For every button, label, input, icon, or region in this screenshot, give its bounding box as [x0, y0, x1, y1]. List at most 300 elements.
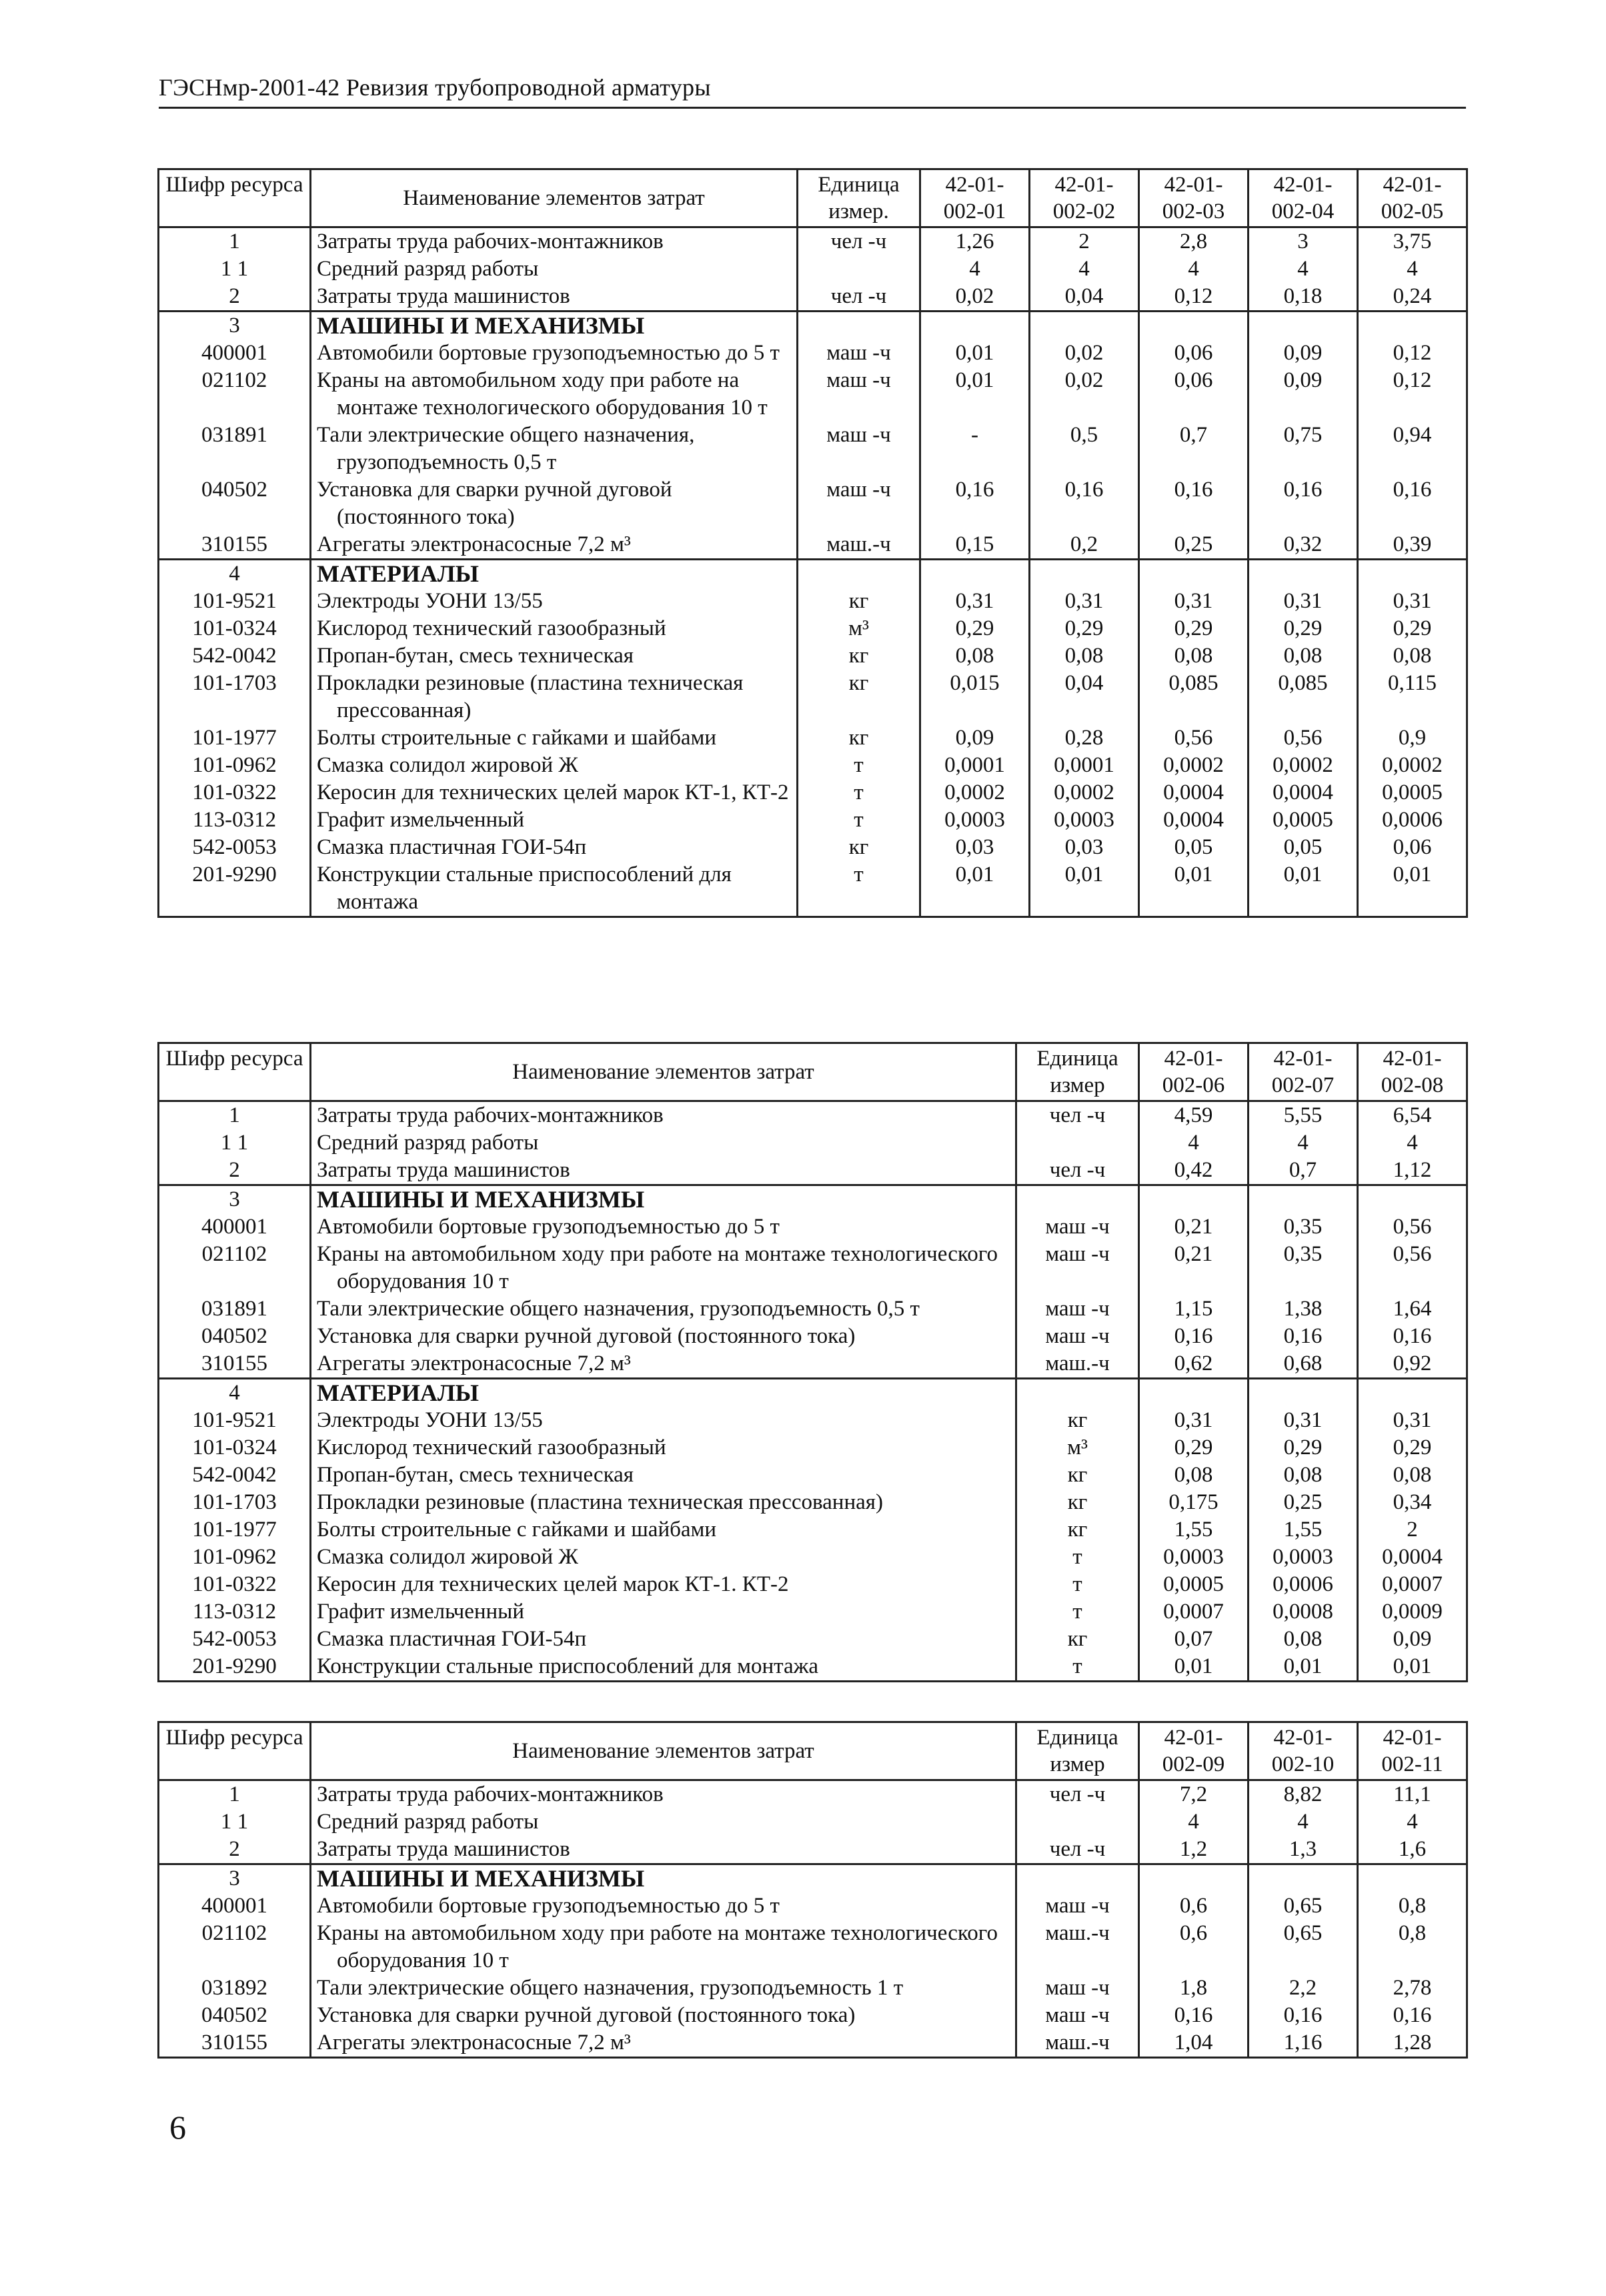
norm-value: 0,31 — [1030, 588, 1139, 615]
norm-value: 0,01 — [1139, 861, 1249, 917]
table-row — [159, 670, 1467, 724]
cost-element-label: Смазка солидол жировой Ж — [317, 753, 578, 777]
resource-code: 310155 — [159, 531, 311, 560]
norm-value — [1358, 1185, 1467, 1214]
resource-code: 101-0322 — [159, 1571, 311, 1598]
norm-value: 0,06 — [1358, 834, 1467, 861]
norm-value: 0,115 — [1358, 670, 1467, 724]
header-code: Шифр ресурса — [159, 1043, 311, 1101]
table-row — [159, 1864, 1467, 1893]
cost-element-name — [311, 283, 798, 312]
table-row — [159, 1571, 1467, 1598]
norm-value — [1358, 560, 1467, 588]
norm-value: 0,16 — [1358, 476, 1467, 531]
unit-of-measure: м³ — [798, 615, 920, 642]
norm-value: 5,55 — [1249, 1101, 1358, 1130]
cost-element-name — [311, 2029, 1016, 2058]
norm-value: 0,0007 — [1139, 1598, 1249, 1626]
unit-of-measure: маш -ч — [798, 422, 920, 476]
norm-value: 0,35 — [1249, 1213, 1358, 1241]
cost-element-name — [311, 1653, 1016, 1682]
norm-value: 0,0003 — [1139, 1544, 1249, 1571]
table-row — [159, 834, 1467, 861]
norm-value — [920, 312, 1030, 340]
cost-element-name — [311, 255, 798, 283]
table-row — [159, 1129, 1467, 1157]
cost-element-label: Тали электрические общего назначения, грузоподъемность 0,5 т — [317, 423, 695, 474]
table-row — [159, 588, 1467, 615]
cost-element-label: Затраты труда рабочих-монтажников — [317, 229, 664, 253]
resource-code: 040502 — [159, 476, 311, 531]
table-row — [159, 1323, 1467, 1350]
cost-element-name — [311, 1836, 1016, 1864]
norm-value: 0,16 — [1358, 1323, 1467, 1350]
norm-value: 0,16 — [1358, 2002, 1467, 2029]
table-row — [159, 1462, 1467, 1489]
unit-of-measure: кг — [798, 670, 920, 724]
norm-value: 0,03 — [1030, 834, 1139, 861]
cost-element-name — [311, 1379, 1016, 1407]
table-row — [159, 642, 1467, 670]
resource-code: 201-9290 — [159, 1653, 311, 1682]
norm-value: 0,16 — [1030, 476, 1139, 531]
norm-value: 1,55 — [1249, 1516, 1358, 1544]
cost-element-label: Керосин для технических целей марок КТ-1, КТ-2 — [317, 780, 789, 804]
resource-code: 400001 — [159, 1213, 311, 1241]
norm-value: 8,82 — [1249, 1780, 1358, 1809]
norm-value: 0,0004 — [1249, 779, 1358, 806]
cost-element-name — [311, 779, 798, 806]
unit-of-measure — [798, 560, 920, 588]
norm-value: 4,59 — [1139, 1101, 1249, 1130]
cost-element-label: Установка для сварки ручной дуговой (постоянного тока) — [317, 1324, 856, 1348]
cost-element-label: МАТЕРИАЛЫ — [317, 560, 479, 587]
cost-element-name — [311, 861, 798, 917]
table-row — [159, 2002, 1467, 2029]
cost-element-label: Затраты труда рабочих-монтажников — [317, 1782, 664, 1806]
norm-value — [1139, 560, 1249, 588]
cost-element-label: Агрегаты электронасосные 7,2 м³ — [317, 532, 631, 556]
cost-element-label: Графит измельченный — [317, 1600, 525, 1624]
norm-value: 0,04 — [1030, 283, 1139, 312]
resource-code: 1 1 — [159, 1129, 311, 1157]
cost-element-label: Средний разряд работы — [317, 1810, 539, 1834]
table-row — [159, 367, 1467, 422]
unit-of-measure: т — [1016, 1653, 1139, 1682]
norm-value: - — [920, 422, 1030, 476]
norm-value: 0,12 — [1358, 340, 1467, 367]
unit-of-measure: маш -ч — [1016, 1892, 1139, 1920]
norm-value: 0,085 — [1139, 670, 1249, 724]
norm-value: 2,8 — [1139, 227, 1249, 256]
norm-value: 0,29 — [1358, 1434, 1467, 1462]
table-row — [159, 1407, 1467, 1434]
norm-value: 0,16 — [920, 476, 1030, 531]
cost-element-label: Краны на автомобильном ходу при работе на монтаже технологического оборудования 10 т — [317, 1921, 998, 1972]
table-row — [159, 2029, 1467, 2058]
unit-of-measure: кг — [1016, 1407, 1139, 1434]
table-row — [159, 1892, 1467, 1920]
cost-element-label: Затраты труда машинистов — [317, 284, 570, 308]
norm-value: 1,3 — [1249, 1836, 1358, 1864]
norm-value: 1,2 — [1139, 1836, 1249, 1864]
unit-of-measure — [798, 312, 920, 340]
cost-element-name — [311, 670, 798, 724]
norm-value: 0,42 — [1139, 1157, 1249, 1185]
unit-of-measure: маш -ч — [1016, 1974, 1139, 2002]
table-row — [159, 615, 1467, 642]
norm-value: 0,0003 — [1030, 806, 1139, 834]
resource-code: 031891 — [159, 1295, 311, 1323]
norm-value: 0,7 — [1249, 1157, 1358, 1185]
norm-value: 0,62 — [1139, 1350, 1249, 1379]
resource-code: 400001 — [159, 1892, 311, 1920]
norm-value — [1358, 1379, 1467, 1407]
norm-value: 0,29 — [1249, 615, 1358, 642]
norm-value: 0,01 — [1358, 1653, 1467, 1682]
resource-code: 101-9521 — [159, 1407, 311, 1434]
header-name: Наименование элементов затрат — [311, 169, 798, 227]
norm-value: 0,8 — [1358, 1920, 1467, 1974]
norm-value: 0,08 — [1249, 1626, 1358, 1653]
resource-code: 2 — [159, 1157, 311, 1185]
norm-value: 0,0004 — [1358, 1544, 1467, 1571]
norm-value — [920, 560, 1030, 588]
cost-element-name — [311, 1626, 1016, 1653]
norm-value: 0,0003 — [1249, 1544, 1358, 1571]
cost-element-name — [311, 1407, 1016, 1434]
norm-value: 0,12 — [1139, 283, 1249, 312]
cost-element-name — [311, 834, 798, 861]
norm-value — [1358, 312, 1467, 340]
cost-element-label: МАТЕРИАЛЫ — [317, 1379, 479, 1406]
resource-code: 101-9521 — [159, 588, 311, 615]
norm-value: 0,68 — [1249, 1350, 1358, 1379]
norm-value: 0,92 — [1358, 1350, 1467, 1379]
cost-element-name — [311, 1129, 1016, 1157]
table-row — [159, 1920, 1467, 1974]
header-column-code: 42-01-002-02 — [1030, 169, 1139, 227]
resource-table-1 — [157, 168, 1468, 918]
cost-element-name — [311, 1323, 1016, 1350]
norm-value: 4 — [1358, 255, 1467, 283]
cost-element-label: Автомобили бортовые грузоподъемностью до 5 т — [317, 1215, 780, 1239]
norm-value: 0,31 — [1249, 1407, 1358, 1434]
table-row — [159, 340, 1467, 367]
norm-value: 1,8 — [1139, 1974, 1249, 2002]
norm-value: 1,38 — [1249, 1295, 1358, 1323]
norm-value: 0,09 — [1249, 367, 1358, 422]
norm-value: 0,05 — [1139, 834, 1249, 861]
norm-value: 0,09 — [1358, 1626, 1467, 1653]
unit-of-measure: маш.-ч — [1016, 1920, 1139, 1974]
resource-code: 101-1703 — [159, 670, 311, 724]
norm-value: 2 — [1358, 1516, 1467, 1544]
cost-element-name — [311, 752, 798, 779]
norm-value: 0,02 — [1030, 367, 1139, 422]
table-row — [159, 1295, 1467, 1323]
unit-of-measure: кг — [1016, 1489, 1139, 1516]
resource-code: 542-0042 — [159, 1462, 311, 1489]
cost-element-name — [311, 2002, 1016, 2029]
cost-element-label: Краны на автомобильном ходу при работе на монтаже технологического оборудования 10 т — [317, 368, 768, 420]
cost-element-name — [311, 1185, 1016, 1214]
norm-value: 0,01 — [1139, 1653, 1249, 1682]
table-row — [159, 531, 1467, 560]
table-row — [159, 476, 1467, 531]
unit-of-measure: т — [1016, 1544, 1139, 1571]
norm-value: 0,15 — [920, 531, 1030, 560]
unit-of-measure — [1016, 1379, 1139, 1407]
table-row — [159, 1544, 1467, 1571]
norm-value: 0,56 — [1358, 1213, 1467, 1241]
cost-element-name — [311, 1434, 1016, 1462]
norm-value: 4 — [1139, 255, 1249, 283]
norm-value: 0,31 — [1358, 588, 1467, 615]
resource-code: 101-1977 — [159, 724, 311, 752]
norm-value: 0,015 — [920, 670, 1030, 724]
resource-code: 201-9290 — [159, 861, 311, 917]
cost-element-label: Смазка солидол жировой Ж — [317, 1545, 578, 1569]
norm-value: 0,02 — [1030, 340, 1139, 367]
norm-value: 4 — [1030, 255, 1139, 283]
unit-of-measure: кг — [1016, 1516, 1139, 1544]
header-unit: Единица измер — [1016, 1722, 1139, 1780]
norm-value: 4 — [1139, 1808, 1249, 1836]
norm-value: 0,16 — [1249, 476, 1358, 531]
norm-value: 0,01 — [1249, 861, 1358, 917]
norm-value: 0,34 — [1358, 1489, 1467, 1516]
unit-of-measure: кг — [798, 834, 920, 861]
norm-value: 0,08 — [920, 642, 1030, 670]
cost-element-label: Агрегаты электронасосные 7,2 м³ — [317, 2031, 631, 2055]
cost-element-label: Установка для сварки ручной дуговой (постоянного тока) — [317, 478, 672, 529]
cost-element-label: Конструкции стальные приспособлений для монтажа — [317, 863, 732, 914]
unit-of-measure: маш -ч — [1016, 2002, 1139, 2029]
norm-value: 7,2 — [1139, 1780, 1249, 1809]
cost-element-label: Агрегаты электронасосные 7,2 м³ — [317, 1351, 631, 1375]
table-row — [159, 806, 1467, 834]
cost-element-name — [311, 1544, 1016, 1571]
norm-value: 0,09 — [1249, 340, 1358, 367]
norm-value: 0,0009 — [1358, 1598, 1467, 1626]
norm-value: 0,29 — [1249, 1434, 1358, 1462]
norm-value: 2 — [1030, 227, 1139, 256]
norm-value: 0,01 — [920, 861, 1030, 917]
norm-value: 0,08 — [1249, 642, 1358, 670]
unit-of-measure: маш.-ч — [798, 531, 920, 560]
resource-code: 021102 — [159, 1920, 311, 1974]
cost-element-label: Прокладки резиновые (пластина техническая прессованная) — [317, 1490, 883, 1514]
norm-value: 0,29 — [1030, 615, 1139, 642]
cost-element-label: Пропан-бутан, смесь техническая — [317, 644, 634, 668]
unit-of-measure: т — [798, 861, 920, 917]
unit-of-measure: маш -ч — [798, 367, 920, 422]
norm-value: 0,085 — [1249, 670, 1358, 724]
cost-element-name — [311, 1462, 1016, 1489]
cost-element-name — [311, 1295, 1016, 1323]
resource-code: 101-0322 — [159, 779, 311, 806]
norm-value: 4 — [1249, 255, 1358, 283]
header-column-code: 42-01-002-08 — [1358, 1043, 1467, 1101]
unit-of-measure: маш.-ч — [1016, 1350, 1139, 1379]
resource-code: 1 — [159, 1780, 311, 1809]
norm-value: 0,08 — [1030, 642, 1139, 670]
unit-of-measure: чел -ч — [1016, 1101, 1139, 1130]
norm-value: 4 — [920, 255, 1030, 283]
norm-value: 0,0008 — [1249, 1598, 1358, 1626]
norm-value: 0,75 — [1249, 422, 1358, 476]
norm-value: 0,0001 — [920, 752, 1030, 779]
norm-value: 1,16 — [1249, 2029, 1358, 2058]
norm-value: 0,65 — [1249, 1920, 1358, 1974]
unit-of-measure: чел -ч — [1016, 1836, 1139, 1864]
norm-value: 0,08 — [1249, 1462, 1358, 1489]
norm-value: 0,31 — [1249, 588, 1358, 615]
table-header-row — [159, 1043, 1467, 1101]
norm-value — [1249, 1379, 1358, 1407]
table-row — [159, 724, 1467, 752]
header-name: Наименование элементов затрат — [311, 1043, 1016, 1101]
cost-element-label: Затраты труда рабочих-монтажников — [317, 1103, 664, 1127]
resource-code: 021102 — [159, 367, 311, 422]
norm-value: 0,0006 — [1358, 806, 1467, 834]
norm-value: 0,0005 — [1249, 806, 1358, 834]
cost-element-name — [311, 1489, 1016, 1516]
table-row — [159, 1974, 1467, 2002]
table-header-row — [159, 1722, 1467, 1780]
norm-value: 3 — [1249, 227, 1358, 256]
norm-value: 0,2 — [1030, 531, 1139, 560]
resource-code: 4 — [159, 560, 311, 588]
norm-value: 0,175 — [1139, 1489, 1249, 1516]
norm-value: 4 — [1358, 1129, 1467, 1157]
cost-element-name — [311, 1864, 1016, 1893]
cost-element-label: Краны на автомобильном ходу при работе на монтаже технологического оборудования 10 т — [317, 1242, 998, 1293]
cost-element-label: Графит измельченный — [317, 808, 525, 832]
norm-value: 6,54 — [1358, 1101, 1467, 1130]
norm-value: 1,04 — [1139, 2029, 1249, 2058]
table-row — [159, 1836, 1467, 1864]
cost-element-name — [311, 367, 798, 422]
table-row — [159, 1780, 1467, 1809]
resource-code: 400001 — [159, 340, 311, 367]
table-row — [159, 1185, 1467, 1214]
cost-element-name — [311, 1241, 1016, 1295]
norm-value: 4 — [1139, 1129, 1249, 1157]
resource-code: 031891 — [159, 422, 311, 476]
table-row — [159, 1516, 1467, 1544]
norm-value — [1030, 560, 1139, 588]
header-column-code: 42-01-002-03 — [1139, 169, 1249, 227]
resource-code: 101-0324 — [159, 1434, 311, 1462]
resource-code: 113-0312 — [159, 1598, 311, 1626]
header-code: Шифр ресурса — [159, 1722, 311, 1780]
unit-of-measure: кг — [798, 724, 920, 752]
norm-value: 11,1 — [1358, 1780, 1467, 1809]
resource-code: 3 — [159, 1864, 311, 1893]
norm-value: 0,07 — [1139, 1626, 1249, 1653]
unit-of-measure: т — [1016, 1598, 1139, 1626]
cost-element-label: Автомобили бортовые грузоподъемностью до 5 т — [317, 341, 780, 365]
norm-value: 0,32 — [1249, 531, 1358, 560]
table-row — [159, 1379, 1467, 1407]
norm-value — [1139, 1185, 1249, 1214]
unit-of-measure: маш -ч — [1016, 1213, 1139, 1241]
norm-value: 0,08 — [1139, 642, 1249, 670]
norm-value: 0,39 — [1358, 531, 1467, 560]
norm-value — [1139, 312, 1249, 340]
table-row — [159, 1241, 1467, 1295]
cost-element-name — [311, 476, 798, 531]
table-row — [159, 1653, 1467, 1682]
norm-value: 2,2 — [1249, 1974, 1358, 2002]
norm-value: 0,56 — [1249, 724, 1358, 752]
norm-value: 0,56 — [1139, 724, 1249, 752]
cost-element-name — [311, 1892, 1016, 1920]
resource-code: 3 — [159, 1185, 311, 1214]
resource-code: 1 — [159, 1101, 311, 1130]
norm-value: 0,0001 — [1030, 752, 1139, 779]
norm-value: 0,5 — [1030, 422, 1139, 476]
header-column-code: 42-01-002-06 — [1139, 1043, 1249, 1101]
table-row — [159, 255, 1467, 283]
cost-element-label: Средний разряд работы — [317, 1131, 539, 1155]
norm-value: 0,0002 — [1030, 779, 1139, 806]
unit-of-measure: маш.-ч — [1016, 2029, 1139, 2058]
norm-value: 0,0002 — [1358, 752, 1467, 779]
header-title: ГЭСНмр-2001-42 Ревизия трубопроводной арматуры — [159, 74, 711, 101]
norm-value: 0,0004 — [1139, 779, 1249, 806]
cost-element-label: МАШИНЫ И МЕХАНИЗМЫ — [317, 312, 645, 339]
resource-code: 040502 — [159, 2002, 311, 2029]
cost-element-name — [311, 1780, 1016, 1809]
cost-element-label: Болты строительные с гайками и шайбами — [317, 726, 717, 750]
running-header — [159, 72, 1466, 109]
cost-element-name — [311, 1974, 1016, 2002]
cost-element-label: МАШИНЫ И МЕХАНИЗМЫ — [317, 1186, 645, 1213]
cost-element-name — [311, 312, 798, 340]
resource-code: 542-0053 — [159, 834, 311, 861]
cost-element-label: Кислород технический газообразный — [317, 616, 666, 640]
norm-value: 0,0002 — [1139, 752, 1249, 779]
norm-value: 0,21 — [1139, 1213, 1249, 1241]
header-column-code: 42-01-002-01 — [920, 169, 1030, 227]
cost-element-name — [311, 1101, 1016, 1130]
unit-of-measure: маш -ч — [1016, 1241, 1139, 1295]
cost-element-label: Тали электрические общего назначения, грузоподъемность 1 т — [317, 1976, 904, 2000]
norm-value: 0,7 — [1139, 422, 1249, 476]
norm-value — [1249, 312, 1358, 340]
norm-value — [1139, 1864, 1249, 1893]
unit-of-measure: т — [1016, 1571, 1139, 1598]
resource-code: 2 — [159, 1836, 311, 1864]
table-row — [159, 861, 1467, 917]
norm-value: 3,75 — [1358, 227, 1467, 256]
norm-value: 0,01 — [920, 340, 1030, 367]
norm-value: 0,25 — [1139, 531, 1249, 560]
header-code: Шифр ресурса — [159, 169, 311, 227]
resource-code: 542-0042 — [159, 642, 311, 670]
table-header-row — [159, 169, 1467, 227]
norm-value: 0,31 — [1139, 588, 1249, 615]
unit-of-measure — [1016, 1864, 1139, 1893]
norm-value: 0,0003 — [920, 806, 1030, 834]
norm-value — [1139, 1379, 1249, 1407]
header-unit: Единица измер — [1016, 1043, 1139, 1101]
norm-value: 0,0005 — [1358, 779, 1467, 806]
unit-of-measure: м³ — [1016, 1434, 1139, 1462]
